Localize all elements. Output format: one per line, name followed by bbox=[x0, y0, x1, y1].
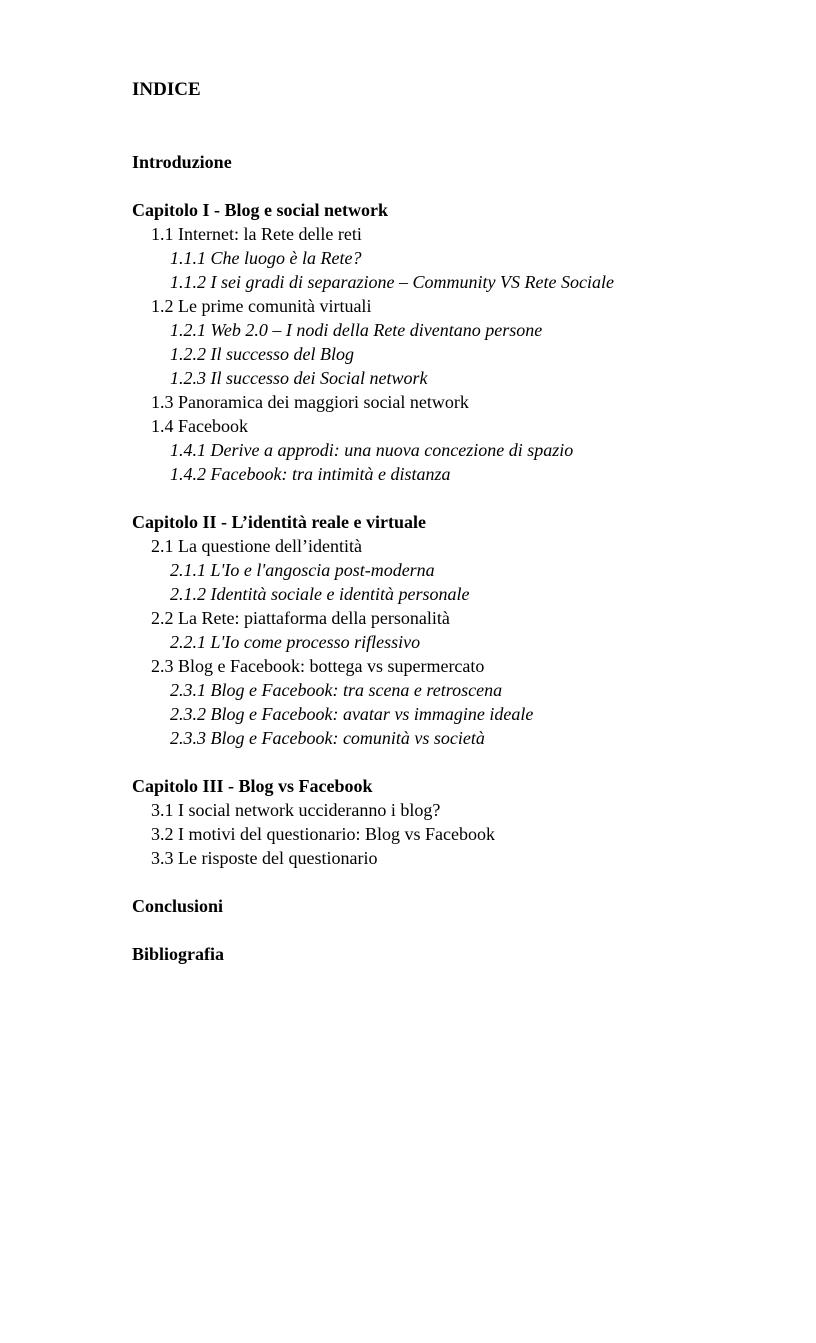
page-title: INDICE bbox=[132, 79, 201, 100]
spacer bbox=[132, 918, 752, 942]
toc-section-3-3: 3.3 Le risposte del questionario bbox=[151, 848, 378, 868]
toc-subsection-2-3-2: 2.3.2 Blog e Facebook: avatar vs immagine ideale bbox=[170, 704, 534, 724]
toc-section-1-1: 1.1 Internet: la Rete delle reti bbox=[151, 224, 362, 244]
toc-subsection-2-3-3: 2.3.3 Blog e Facebook: comunità vs società bbox=[170, 728, 485, 748]
spacer bbox=[132, 870, 752, 894]
spacer bbox=[132, 174, 752, 198]
toc-subsection-1-2-2: 1.2.2 Il successo del Blog bbox=[170, 344, 354, 364]
spacer bbox=[132, 750, 752, 774]
toc-section-1-3: 1.3 Panoramica dei maggiori social network bbox=[151, 392, 469, 412]
toc-section-2-3: 2.3 Blog e Facebook: bottega vs supermercato bbox=[151, 656, 485, 676]
toc-subsection-1-4-1: 1.4.1 Derive a approdi: una nuova concezione di spazio bbox=[170, 440, 574, 460]
toc-chapter-2-heading: Capitolo II - L’identità reale e virtuale bbox=[132, 512, 426, 532]
toc-subsection-2-3-1: 2.3.1 Blog e Facebook: tra scena e retroscena bbox=[170, 680, 503, 700]
toc-chapter-3-heading: Capitolo III - Blog vs Facebook bbox=[132, 776, 373, 796]
toc-section-2-2: 2.2 La Rete: piattaforma della personalità bbox=[151, 608, 450, 628]
toc-subsection-2-2-1: 2.2.1 L'Io come processo riflessivo bbox=[170, 632, 421, 652]
toc-bibliography: Bibliografia bbox=[132, 944, 225, 964]
toc-section-2-1: 2.1 La questione dell’identità bbox=[151, 536, 362, 556]
table-of-contents bbox=[132, 150, 752, 966]
toc-chapter-1-heading: Capitolo I - Blog e social network bbox=[132, 200, 388, 220]
toc-subsection-1-1-1: 1.1.1 Che luogo è la Rete? bbox=[170, 248, 362, 268]
toc-section-1-2: 1.2 Le prime comunità virtuali bbox=[151, 296, 372, 316]
toc-subsection-1-4-2: 1.4.2 Facebook: tra intimità e distanza bbox=[170, 464, 451, 484]
toc-subsection-1-2-1: 1.2.1 Web 2.0 – I nodi della Rete diventano persone bbox=[170, 320, 543, 340]
toc-section-1-4: 1.4 Facebook bbox=[151, 416, 248, 436]
toc-conclusions: Conclusioni bbox=[132, 896, 224, 916]
toc-subsection-2-1-1: 2.1.1 L'Io e l'angoscia post-moderna bbox=[170, 560, 435, 580]
toc-section-3-2: 3.2 I motivi del questionario: Blog vs Facebook bbox=[151, 824, 495, 844]
toc-subsection-2-1-2: 2.1.2 Identità sociale e identità personale bbox=[170, 584, 470, 604]
toc-introduction: Introduzione bbox=[132, 152, 232, 172]
toc-subsection-1-2-3: 1.2.3 Il successo dei Social network bbox=[170, 368, 428, 388]
toc-section-3-1: 3.1 I social network uccideranno i blog? bbox=[151, 800, 441, 820]
toc-subsection-1-1-2: 1.1.2 I sei gradi di separazione – Community VS Rete Sociale bbox=[170, 272, 614, 292]
spacer bbox=[132, 486, 752, 510]
